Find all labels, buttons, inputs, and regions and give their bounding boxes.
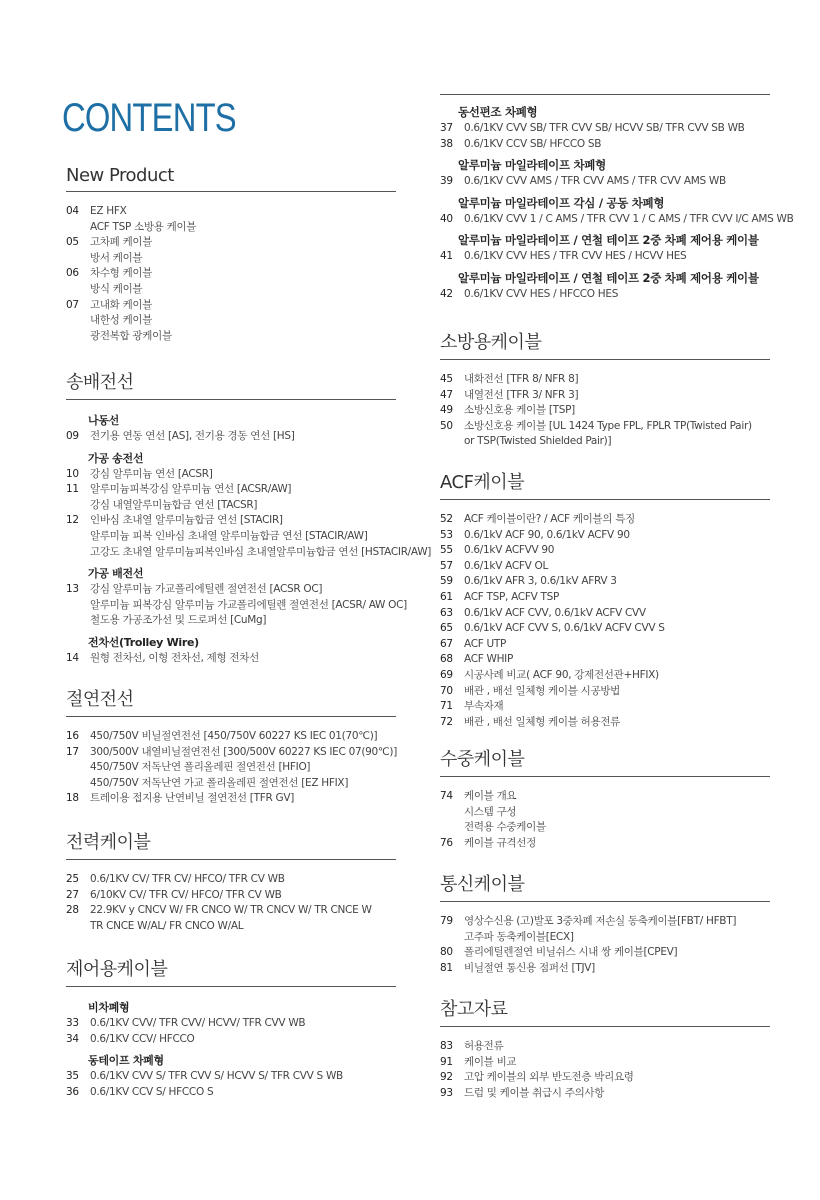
section-power-transmission [66,368,432,667]
toc-entry[interactable] [66,467,396,483]
toc-entry[interactable] [66,888,396,904]
entry-text: 0.6/1kV AFR 3, 0.6/1kV AFRV 3 [464,575,617,588]
entry-text: 인바심 초내열 알루미늄합금 연선 [STACIR] [90,514,283,527]
toc-entry[interactable] [66,1069,396,1085]
page-number: 93 [440,1086,453,1099]
page-number: 55 [440,544,453,557]
section-title: 제어용케이블 [66,955,396,987]
entry-text: 0.6/1KV CVV HES / HFCCO HES [464,287,619,300]
entry-text: ACF TSP, ACFV TSP [464,590,559,603]
section-submarine-cable [440,745,770,851]
toc-entry[interactable] [66,235,396,266]
toc-entry[interactable] [440,606,770,622]
page-number: 59 [440,575,453,588]
page-number: 81 [440,961,453,974]
entry-text: 고강도 초내열 알루미늄피복인바심 초내열알루미늄합금 연선 [HSTACIR/AW] [90,545,432,558]
section-fire-cable [440,328,770,450]
section-title: 참고자료 [440,995,770,1027]
entry-text: 비닐절연 통신용 점퍼선 [TJV] [464,961,595,974]
entry-text: 0.6/1KV CCV/ HFCCO [90,1032,195,1045]
entry-text: 케이블 개요 [464,790,517,802]
entry-text: 차수형 케이블 [90,267,153,280]
toc-entry[interactable] [440,388,770,404]
page-number: 14 [66,651,79,664]
entry-text: 케이블 비교 [464,1055,517,1068]
entry-text: 0.6/1KV CV/ TFR CV/ HFCO/ TFR CV WB [90,873,285,885]
entry-text: 알루미늄 피복 인바심 초내열 알루미늄합금 연선 [STACIR/AW] [90,529,368,542]
page-number: 71 [440,700,453,713]
toc-entry[interactable] [440,574,770,590]
page-number: 74 [440,790,453,802]
subsection-title: 알루미늄 마일라테이프 / 연철 테이프 2중 차폐 제어용 케이블 [458,233,759,248]
entry-text: 배관 , 배선 일체형 케이블 허용전류 [464,715,621,728]
entry-text: 방식 케이블 [90,282,143,295]
entry-text: 고압 케이블의 외부 반도전층 박리요령 [464,1071,634,1084]
toc-entry[interactable] [66,513,432,560]
toc-entry[interactable] [66,791,396,807]
entry-text: 강심 알루미늄 가교폴리에틸렌 절연전선 [ACSR OC] [90,583,323,596]
entry-text: 22.9KV y CNCV W/ FR CNCO W/ TR CNCV W/ TR CNCE W [90,904,372,917]
entry-text: 6/10KV CV/ TFR CV/ HFCO/ TFR CV WB [90,888,282,901]
toc-entry[interactable] [440,512,770,528]
page-number: 63 [440,606,453,619]
section-control-cable [66,955,396,1100]
entry-text: 방서 케이블 [90,251,143,264]
page-number: 70 [440,684,453,697]
toc-entry[interactable] [440,715,770,731]
page-number: 11 [66,483,79,496]
entry-text: 강심 알루미늄 연선 [ACSR] [90,467,213,480]
toc-entry[interactable] [440,174,770,190]
toc-entry[interactable] [440,961,770,977]
toc-entry[interactable] [66,729,396,745]
toc-entry[interactable] [440,590,770,606]
toc-entry[interactable] [440,249,770,265]
page-number: 17 [66,745,79,758]
entry-text: 전기용 연동 연선 [AS], 전기용 경동 연선 [HS] [90,430,295,442]
section-acf-cable [440,468,770,730]
entry-text: 트레이용 접지용 난연비닐 절연전선 [TFR GV] [90,792,294,805]
page-number: 16 [66,730,79,742]
entry-text: 0.6/1KV CCV SB/ HFCCO SB [464,137,602,150]
page-number: 06 [66,267,79,280]
toc-entry[interactable] [66,582,407,629]
toc-entry[interactable] [66,266,396,297]
page-number: 45 [440,373,453,385]
page-number: 13 [66,583,79,596]
section-new-product [66,165,396,344]
toc-entry[interactable] [440,684,770,700]
page-number: 27 [66,888,79,901]
toc-entry[interactable] [440,1086,770,1102]
subsection-title: 알루미늄 마일라테이프 차폐형 [458,158,606,173]
entry-text: EZ HFX [90,205,127,217]
page-number: 34 [66,1032,79,1045]
page-number: 83 [440,1040,453,1052]
toc-entry[interactable] [440,621,770,637]
section-title: 전력케이블 [66,828,396,860]
entry-text: or TSP(Twisted Shielded Pair)] [464,435,612,448]
page-number: 40 [440,212,453,225]
section-title: New Product [66,165,396,192]
page-number: 72 [440,715,453,728]
entry-text: 0.6/1kV ACF CVV, 0.6/1kV ACFV CVV [464,606,646,619]
entry-text: 내열전선 [TFR 3/ NFR 3] [464,388,579,401]
page-number: 52 [440,513,453,525]
page-number: 10 [66,467,79,480]
entry-text: 내화전선 [TFR 8/ NFR 8] [464,373,579,385]
page-number: 07 [66,298,79,311]
toc-entry[interactable] [440,914,770,945]
toc-entry[interactable] [440,403,770,419]
subsection-title: 전차선(Trolley Wire) [88,635,199,649]
page-number: 09 [66,430,79,442]
entry-text: 시스템 구성 [464,805,517,818]
toc-entry[interactable] [66,745,396,792]
entry-text: 0.6/1kV ACFV OL [464,559,549,572]
page-number: 37 [440,122,453,134]
section-insulated-wire [66,685,396,807]
toc-entry[interactable] [440,372,770,388]
entry-text: 케이블 규격선정 [464,836,536,849]
entry-text: 허용전류 [464,1040,504,1052]
toc-entry[interactable] [66,1085,396,1101]
toc-entry[interactable] [440,1039,770,1055]
entry-text: 강심 내열알루미늄합금 연선 [TACSR] [90,498,258,511]
entry-text: 영상수신용 (고)발포 3중차폐 저손실 동축케이블[FBT/ HFBT] [464,915,737,927]
entry-text: 소방신호용 케이블 [UL 1424 Type FPL, FPLR TP(Twisted Pair) [464,419,752,432]
page-number: 67 [440,637,453,650]
entry-text: 300/500V 내열비닐절연전선 [300/500V 60227 KS IEC 07(90℃)] [90,745,397,758]
toc-entry[interactable] [440,1055,770,1071]
page-number: 28 [66,904,79,917]
toc-entry[interactable] [66,903,396,934]
page-number: 35 [66,1070,79,1083]
toc-entry[interactable] [440,528,770,544]
page-number: 76 [440,836,453,849]
entry-text: 0.6/1kV ACF CVV S, 0.6/1kV ACFV CVV S [464,622,665,635]
page-number: 05 [66,236,79,249]
page-number: 65 [440,622,453,635]
toc-entry[interactable] [440,699,770,715]
toc-entry[interactable] [66,204,396,235]
section-title: 통신케이블 [440,870,770,902]
section-reference [440,995,770,1101]
entry-text: 0.6/1KV CVV SB/ TFR CVV SB/ HCVV SB/ TFR CVV SB WB [464,122,745,134]
subsection-title: 가공 송전선 [88,451,144,465]
page-number: 50 [440,419,453,432]
top-rule [440,94,770,95]
entry-text: 0.6/1KV CCV S/ HFCCO S [90,1085,214,1098]
page-number: 68 [440,653,453,666]
toc-entry[interactable] [440,137,770,153]
section-title: 수중케이블 [440,745,770,777]
toc-entry[interactable] [66,482,396,513]
page-number: 92 [440,1071,453,1084]
page-number: 39 [440,175,453,188]
entry-text: 0.6/1KV CVV AMS / TFR CVV AMS / TFR CVV AMS WB [464,175,726,188]
section-power-cable [66,828,396,934]
page-number: 49 [440,404,453,417]
entry-text: ACF TSP 소방용 케이블 [90,220,197,233]
entry-text: 알루미늄피복강심 알루미늄 연선 [ACSR/AW] [90,483,292,496]
toc-entry[interactable] [440,652,770,668]
page-number: 91 [440,1055,453,1068]
entry-text: 고차폐 케이블 [90,236,153,249]
subsection-title: 가공 배전선 [88,567,144,581]
toc-entry[interactable] [440,419,770,450]
page-number: 04 [66,205,79,217]
subsection-title: 동선편조 차폐형 [458,105,538,119]
page-number: 36 [66,1085,79,1098]
page-number: 47 [440,388,453,401]
entry-text: 고주파 동축케이블[ECX] [464,930,574,943]
section-title: 송배전선 [66,368,396,400]
page-number: 12 [66,514,79,527]
entry-text: 450/750V 저독난연 가교 폴리올레핀 절연전선 [EZ HFIX] [90,776,349,789]
section-control-cable-cont [440,104,794,303]
page-number: 53 [440,528,453,541]
entry-text: 0.6/1KV CVV S/ TFR CVV S/ HCVV S/ TFR CVV S WB [90,1070,343,1083]
entry-text: 0.6/1KV CVV HES / TFR CVV HES / HCVV HES [464,250,687,263]
toc-entry[interactable] [66,298,396,345]
toc-entry[interactable] [440,543,770,559]
section-comm-cable [440,870,770,976]
entry-text: 드럼 및 케이블 취급시 주의사항 [464,1086,605,1099]
entry-text: 알루미늄 피복강심 알루미늄 가교폴리에틸렌 절연전선 [ACSR/ AW OC] [90,598,407,611]
toc-entry[interactable] [440,945,770,961]
page-number: 25 [66,873,79,885]
entry-text: 0.6/1kV ACF 90, 0.6/1kV ACFV 90 [464,528,630,541]
entry-text: 배관 , 배선 일체형 케이블 시공방법 [464,684,621,697]
entry-text: ACF UTP [464,637,507,650]
entry-text: 철도용 가공조가선 및 드로퍼선 [CuMg] [90,614,267,627]
entry-text: 450/750V 저독난연 폴리올레핀 절연전선 [HFIO] [90,761,311,774]
entry-text: 고내화 케이블 [90,298,153,311]
section-title: 소방용케이블 [440,328,770,360]
page-number: 61 [440,590,453,603]
entry-text: 450/750V 비닐절연전선 [450/750V 60227 KS IEC 01(70℃)] [90,730,378,742]
entry-text: 부속자재 [464,700,504,713]
subsection-title: 비차폐형 [88,1001,130,1014]
page-number: 69 [440,668,453,681]
section-title: ACF케이블 [440,468,770,500]
toc-entry[interactable] [66,429,396,445]
toc-entry[interactable] [440,836,770,852]
entry-text: 광전복합 광케이블 [90,329,172,342]
page-number: 33 [66,1017,79,1029]
toc-entry[interactable] [440,789,770,836]
subsection-title: 알루미늄 마일라테이프 / 연철 테이프 2중 차폐 제어용 케이블 [458,270,759,285]
page-title: CONTENTS [62,96,236,140]
toc-entry[interactable] [440,637,770,653]
entry-text: 내한성 케이블 [90,314,153,327]
entry-text: 시공사례 비교( ACF 90, 강제전선관+HFIX) [464,668,659,681]
entry-text: 0.6/1kV ACFVV 90 [464,544,555,557]
toc-entry[interactable] [440,121,770,137]
entry-text: 소방신호용 케이블 [TSP] [464,404,575,417]
page-number: 18 [66,792,79,805]
toc-entry[interactable] [66,1032,396,1048]
entry-text: 폴리에틸렌절연 비닐쉬스 시내 쌍 케이블[CPEV] [464,946,678,959]
subsection-title: 나동선 [88,414,119,427]
subsection-title: 동테이프 차폐형 [88,1054,164,1068]
page-number: 79 [440,915,453,927]
toc-entry[interactable] [66,872,396,888]
page-number: 41 [440,250,453,263]
entry-text: 전력용 수중케이블 [464,821,546,834]
entry-text: ACF 케이블이란? / ACF 케이블의 특징 [464,513,635,525]
toc-entry[interactable] [66,1016,396,1032]
toc-entry[interactable] [440,559,770,575]
toc-entry[interactable] [66,651,396,667]
page-number: 57 [440,559,453,572]
page-number: 42 [440,287,453,300]
toc-entry[interactable] [440,212,794,228]
entry-text: 원형 전차선, 이형 전차선, 제형 전차선 [90,651,259,664]
page-number: 80 [440,946,453,959]
entry-text: 0.6/1KV CVV 1 / C AMS / TFR CVV 1 / C AMS / TFR CVV I/C AMS WB [464,212,794,225]
subsection-title: 알루미늄 마일라테이프 각심 / 공동 차폐형 [458,195,665,210]
entry-text: TR CNCE W/AL/ FR CNCO W/AL [90,919,244,932]
page-number: 38 [440,137,453,150]
entry-text: 0.6/1KV CVV/ TFR CVV/ HCVV/ TFR CVV WB [90,1017,306,1029]
section-title: 절연전선 [66,685,396,717]
entry-text: ACF WHIP [464,653,514,666]
toc-entry[interactable] [440,668,770,684]
toc-entry[interactable] [440,287,770,303]
toc-entry[interactable] [440,1070,770,1086]
